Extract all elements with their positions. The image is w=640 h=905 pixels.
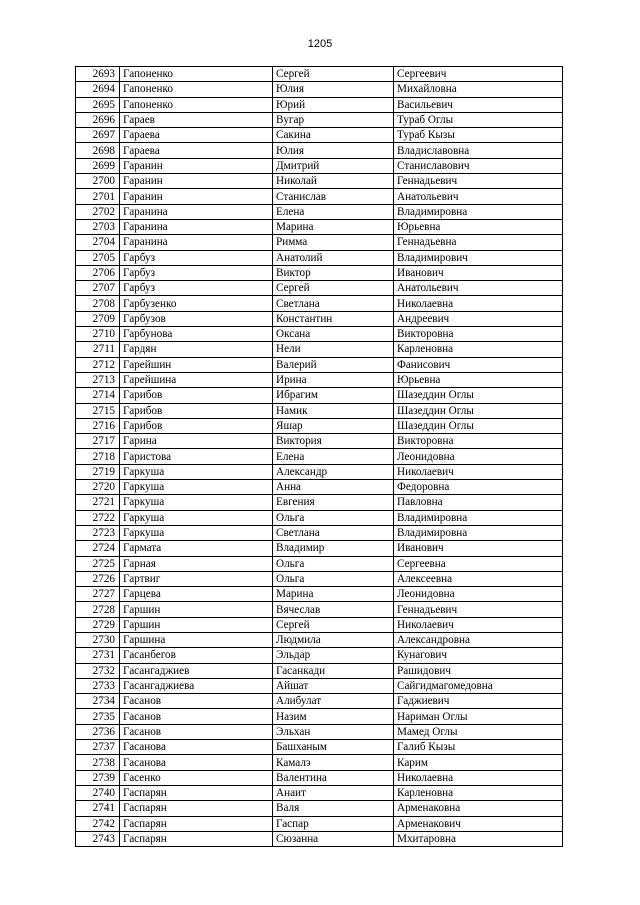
- last-name-cell: Гармата: [120, 541, 273, 556]
- last-name-cell: Гасанов: [120, 724, 273, 739]
- record-number-cell: 2741: [76, 801, 120, 816]
- last-name-cell: Гаранин: [120, 189, 273, 204]
- first-name-cell: Елена: [273, 204, 394, 219]
- table-row: [76, 724, 563, 739]
- record-number-cell: 2713: [76, 372, 120, 387]
- first-name-cell: Владимир: [273, 541, 394, 556]
- last-name-cell: Гасанов: [120, 694, 273, 709]
- last-name-cell: Гарцева: [120, 587, 273, 602]
- record-number-cell: 2702: [76, 204, 120, 219]
- record-number-cell: 2728: [76, 602, 120, 617]
- first-name-cell: Ольга: [273, 556, 394, 571]
- first-name-cell: Эльхан: [273, 724, 394, 739]
- table-row: [76, 785, 563, 800]
- table-row: [76, 82, 563, 97]
- patronymic-cell: Анатольевич: [394, 281, 563, 296]
- patronymic-cell: Сергеевна: [394, 556, 563, 571]
- record-number-cell: 2708: [76, 296, 120, 311]
- first-name-cell: Юрий: [273, 97, 394, 112]
- last-name-cell: Гарибов: [120, 403, 273, 418]
- first-name-cell: Ольга: [273, 571, 394, 586]
- first-name-cell: Сергей: [273, 617, 394, 632]
- table-row: [76, 525, 563, 540]
- table-row: [76, 755, 563, 770]
- record-number-cell: 2736: [76, 724, 120, 739]
- last-name-cell: Гасангаджиева: [120, 678, 273, 693]
- first-name-cell: Вячеслав: [273, 602, 394, 617]
- table-row: [76, 801, 563, 816]
- first-name-cell: Нели: [273, 342, 394, 357]
- record-number-cell: 2732: [76, 663, 120, 678]
- table-row: [76, 709, 563, 724]
- last-name-cell: Гарбуз: [120, 250, 273, 265]
- patronymic-cell: Мамед Оглы: [394, 724, 563, 739]
- first-name-cell: Валя: [273, 801, 394, 816]
- table-row: [76, 831, 563, 846]
- patronymic-cell: Николаевич: [394, 617, 563, 632]
- last-name-cell: Гаспарян: [120, 801, 273, 816]
- record-number-cell: 2735: [76, 709, 120, 724]
- patronymic-cell: Алексеевна: [394, 571, 563, 586]
- last-name-cell: Гараева: [120, 143, 273, 158]
- table-row: [76, 327, 563, 342]
- last-name-cell: Гарибов: [120, 388, 273, 403]
- patronymic-cell: Тураб Оглы: [394, 112, 563, 127]
- record-number-cell: 2699: [76, 158, 120, 173]
- first-name-cell: Ольга: [273, 510, 394, 525]
- last-name-cell: Гапоненко: [120, 97, 273, 112]
- patronymic-cell: Владиславовна: [394, 143, 563, 158]
- record-number-cell: 2733: [76, 678, 120, 693]
- patronymic-cell: Владимировна: [394, 525, 563, 540]
- record-number-cell: 2714: [76, 388, 120, 403]
- table-row: [76, 235, 563, 250]
- last-name-cell: Гаркуша: [120, 480, 273, 495]
- first-name-cell: Сакина: [273, 128, 394, 143]
- record-number-cell: 2739: [76, 770, 120, 785]
- last-name-cell: Гаспарян: [120, 831, 273, 846]
- record-number-cell: 2723: [76, 525, 120, 540]
- patronymic-cell: Леонидовна: [394, 449, 563, 464]
- record-number-cell: 2718: [76, 449, 120, 464]
- roster-table: [75, 66, 563, 847]
- patronymic-cell: Кунагович: [394, 648, 563, 663]
- record-number-cell: 2705: [76, 250, 120, 265]
- table-row: [76, 418, 563, 433]
- record-number-cell: 2722: [76, 510, 120, 525]
- last-name-cell: Гаршина: [120, 632, 273, 647]
- patronymic-cell: Галиб Кызы: [394, 740, 563, 755]
- first-name-cell: Виктор: [273, 265, 394, 280]
- last-name-cell: Гарейшин: [120, 357, 273, 372]
- last-name-cell: Гарбунова: [120, 327, 273, 342]
- record-number-cell: 2731: [76, 648, 120, 663]
- table-row: [76, 112, 563, 127]
- table-row: [76, 434, 563, 449]
- last-name-cell: Гардян: [120, 342, 273, 357]
- record-number-cell: 2738: [76, 755, 120, 770]
- patronymic-cell: Иванович: [394, 265, 563, 280]
- patronymic-cell: Фанисович: [394, 357, 563, 372]
- last-name-cell: Гапоненко: [120, 82, 273, 97]
- last-name-cell: Гапоненко: [120, 67, 273, 82]
- first-name-cell: Башханым: [273, 740, 394, 755]
- table-row: [76, 663, 563, 678]
- record-number-cell: 2737: [76, 740, 120, 755]
- first-name-cell: Сергей: [273, 281, 394, 296]
- table-row: [76, 143, 563, 158]
- last-name-cell: Гаристова: [120, 449, 273, 464]
- table-row: [76, 816, 563, 831]
- table-row: [76, 495, 563, 510]
- patronymic-cell: Карленовна: [394, 785, 563, 800]
- record-number-cell: 2698: [76, 143, 120, 158]
- table-row: [76, 388, 563, 403]
- first-name-cell: Анатолий: [273, 250, 394, 265]
- table-row: [76, 281, 563, 296]
- table-row: [76, 510, 563, 525]
- table-row: [76, 158, 563, 173]
- first-name-cell: Валентина: [273, 770, 394, 785]
- first-name-cell: Станислав: [273, 189, 394, 204]
- record-number-cell: 2707: [76, 281, 120, 296]
- patronymic-cell: Геннадьевич: [394, 174, 563, 189]
- last-name-cell: Гаркуша: [120, 464, 273, 479]
- record-number-cell: 2730: [76, 632, 120, 647]
- patronymic-cell: Шазеддин Оглы: [394, 388, 563, 403]
- last-name-cell: Гасенко: [120, 770, 273, 785]
- first-name-cell: Гасанкади: [273, 663, 394, 678]
- table-row: [76, 632, 563, 647]
- table-row: [76, 480, 563, 495]
- patronymic-cell: Юрьевна: [394, 372, 563, 387]
- first-name-cell: Светлана: [273, 296, 394, 311]
- last-name-cell: Гаршин: [120, 617, 273, 632]
- table-row: [76, 174, 563, 189]
- patronymic-cell: Сергеевич: [394, 67, 563, 82]
- last-name-cell: Гарбуз: [120, 265, 273, 280]
- record-number-cell: 2743: [76, 831, 120, 846]
- first-name-cell: Ирина: [273, 372, 394, 387]
- record-number-cell: 2704: [76, 235, 120, 250]
- last-name-cell: Гарейшина: [120, 372, 273, 387]
- table-row: [76, 740, 563, 755]
- record-number-cell: 2726: [76, 571, 120, 586]
- last-name-cell: Гарбуз: [120, 281, 273, 296]
- last-name-cell: Гаркуша: [120, 510, 273, 525]
- record-number-cell: 2724: [76, 541, 120, 556]
- table-row: [76, 617, 563, 632]
- first-name-cell: Римма: [273, 235, 394, 250]
- page-number: 1205: [307, 38, 333, 50]
- record-number-cell: 2734: [76, 694, 120, 709]
- last-name-cell: Гаспарян: [120, 785, 273, 800]
- patronymic-cell: Андреевич: [394, 311, 563, 326]
- last-name-cell: Гаранин: [120, 174, 273, 189]
- table-row: [76, 357, 563, 372]
- patronymic-cell: Тураб Кызы: [394, 128, 563, 143]
- last-name-cell: Гасанбегов: [120, 648, 273, 663]
- record-number-cell: 2721: [76, 495, 120, 510]
- record-number-cell: 2709: [76, 311, 120, 326]
- last-name-cell: Гасанов: [120, 709, 273, 724]
- first-name-cell: Камалэ: [273, 755, 394, 770]
- patronymic-cell: Сайгидмагомедовна: [394, 678, 563, 693]
- last-name-cell: Гараев: [120, 112, 273, 127]
- first-name-cell: Анна: [273, 480, 394, 495]
- record-number-cell: 2716: [76, 418, 120, 433]
- last-name-cell: Гаранина: [120, 219, 273, 234]
- first-name-cell: Сергей: [273, 67, 394, 82]
- patronymic-cell: Николаевна: [394, 296, 563, 311]
- first-name-cell: Гаспар: [273, 816, 394, 831]
- table-row: [76, 128, 563, 143]
- patronymic-cell: Викторовна: [394, 434, 563, 449]
- first-name-cell: Николай: [273, 174, 394, 189]
- patronymic-cell: Михайловна: [394, 82, 563, 97]
- first-name-cell: Марина: [273, 587, 394, 602]
- first-name-cell: Сюзанна: [273, 831, 394, 846]
- patronymic-cell: Шазеддин Оглы: [394, 403, 563, 418]
- first-name-cell: Юлия: [273, 143, 394, 158]
- table-row: [76, 311, 563, 326]
- last-name-cell: Гаранин: [120, 158, 273, 173]
- first-name-cell: Елена: [273, 449, 394, 464]
- table-row: [76, 204, 563, 219]
- first-name-cell: Виктория: [273, 434, 394, 449]
- patronymic-cell: Федоровна: [394, 480, 563, 495]
- table-row: [76, 219, 563, 234]
- last-name-cell: Гаркуша: [120, 525, 273, 540]
- patronymic-cell: Нариман Оглы: [394, 709, 563, 724]
- patronymic-cell: Арменакович: [394, 816, 563, 831]
- patronymic-cell: Арменаковна: [394, 801, 563, 816]
- last-name-cell: Гарина: [120, 434, 273, 449]
- patronymic-cell: Васильевич: [394, 97, 563, 112]
- last-name-cell: Гаршин: [120, 602, 273, 617]
- record-number-cell: 2720: [76, 480, 120, 495]
- table-row: [76, 189, 563, 204]
- first-name-cell: Марина: [273, 219, 394, 234]
- first-name-cell: Эльдар: [273, 648, 394, 663]
- first-name-cell: Алибулат: [273, 694, 394, 709]
- record-number-cell: 2712: [76, 357, 120, 372]
- table-row: [76, 97, 563, 112]
- table-row: [76, 464, 563, 479]
- record-number-cell: 2700: [76, 174, 120, 189]
- last-name-cell: Гаспарян: [120, 816, 273, 831]
- patronymic-cell: Николаевна: [394, 770, 563, 785]
- record-number-cell: 2706: [76, 265, 120, 280]
- patronymic-cell: Анатольевич: [394, 189, 563, 204]
- last-name-cell: Гарбузов: [120, 311, 273, 326]
- last-name-cell: Гарбузенко: [120, 296, 273, 311]
- table-row: [76, 556, 563, 571]
- first-name-cell: Ибрагим: [273, 388, 394, 403]
- last-name-cell: Гартвиг: [120, 571, 273, 586]
- table-row: [76, 403, 563, 418]
- patronymic-cell: Александровна: [394, 632, 563, 647]
- table-row: [76, 694, 563, 709]
- table-row: [76, 602, 563, 617]
- first-name-cell: Константин: [273, 311, 394, 326]
- record-number-cell: 2697: [76, 128, 120, 143]
- last-name-cell: Гаранина: [120, 235, 273, 250]
- last-name-cell: Гасангаджиев: [120, 663, 273, 678]
- first-name-cell: Оксана: [273, 327, 394, 342]
- first-name-cell: Назим: [273, 709, 394, 724]
- patronymic-cell: Карленовна: [394, 342, 563, 357]
- last-name-cell: Гараева: [120, 128, 273, 143]
- first-name-cell: Валерий: [273, 357, 394, 372]
- record-number-cell: 2701: [76, 189, 120, 204]
- first-name-cell: Евгения: [273, 495, 394, 510]
- last-name-cell: Гасанова: [120, 740, 273, 755]
- last-name-cell: Гарибов: [120, 418, 273, 433]
- patronymic-cell: Рашидович: [394, 663, 563, 678]
- patronymic-cell: Станиславович: [394, 158, 563, 173]
- record-number-cell: 2740: [76, 785, 120, 800]
- table-row: [76, 250, 563, 265]
- record-number-cell: 2710: [76, 327, 120, 342]
- record-number-cell: 2711: [76, 342, 120, 357]
- roster-body: [76, 67, 563, 847]
- last-name-cell: Гаркуша: [120, 495, 273, 510]
- patronymic-cell: Иванович: [394, 541, 563, 556]
- record-number-cell: 2703: [76, 219, 120, 234]
- record-number-cell: 2694: [76, 82, 120, 97]
- patronymic-cell: Леонидовна: [394, 587, 563, 602]
- record-number-cell: 2742: [76, 816, 120, 831]
- table-row: [76, 296, 563, 311]
- record-number-cell: 2719: [76, 464, 120, 479]
- table-row: [76, 587, 563, 602]
- patronymic-cell: Владимирович: [394, 250, 563, 265]
- first-name-cell: Намик: [273, 403, 394, 418]
- last-name-cell: Гасанова: [120, 755, 273, 770]
- first-name-cell: Людмила: [273, 632, 394, 647]
- first-name-cell: Юлия: [273, 82, 394, 97]
- patronymic-cell: Геннадьевич: [394, 602, 563, 617]
- patronymic-cell: Мхитаровна: [394, 831, 563, 846]
- record-number-cell: 2729: [76, 617, 120, 632]
- patronymic-cell: Шазеддин Оглы: [394, 418, 563, 433]
- patronymic-cell: Владимировна: [394, 204, 563, 219]
- table-row: [76, 770, 563, 785]
- table-row: [76, 678, 563, 693]
- last-name-cell: Гаранина: [120, 204, 273, 219]
- table-row: [76, 571, 563, 586]
- first-name-cell: Анаит: [273, 785, 394, 800]
- table-row: [76, 449, 563, 464]
- patronymic-cell: Павловна: [394, 495, 563, 510]
- patronymic-cell: Геннадьевна: [394, 235, 563, 250]
- record-number-cell: 2717: [76, 434, 120, 449]
- first-name-cell: Дмитрий: [273, 158, 394, 173]
- record-number-cell: 2693: [76, 67, 120, 82]
- first-name-cell: Вугар: [273, 112, 394, 127]
- patronymic-cell: Викторовна: [394, 327, 563, 342]
- patronymic-cell: Юрьевна: [394, 219, 563, 234]
- table-row: [76, 342, 563, 357]
- record-number-cell: 2725: [76, 556, 120, 571]
- table-row: [76, 67, 563, 82]
- first-name-cell: Светлана: [273, 525, 394, 540]
- patronymic-cell: Карим: [394, 755, 563, 770]
- record-number-cell: 2715: [76, 403, 120, 418]
- patronymic-cell: Николаевич: [394, 464, 563, 479]
- record-number-cell: 2696: [76, 112, 120, 127]
- first-name-cell: Айшат: [273, 678, 394, 693]
- last-name-cell: Гарная: [120, 556, 273, 571]
- table-row: [76, 648, 563, 663]
- record-number-cell: 2695: [76, 97, 120, 112]
- table-row: [76, 541, 563, 556]
- table-row: [76, 265, 563, 280]
- patronymic-cell: Владимировна: [394, 510, 563, 525]
- first-name-cell: Александр: [273, 464, 394, 479]
- table-row: [76, 372, 563, 387]
- record-number-cell: 2727: [76, 587, 120, 602]
- first-name-cell: Яшар: [273, 418, 394, 433]
- patronymic-cell: Гаджиевич: [394, 694, 563, 709]
